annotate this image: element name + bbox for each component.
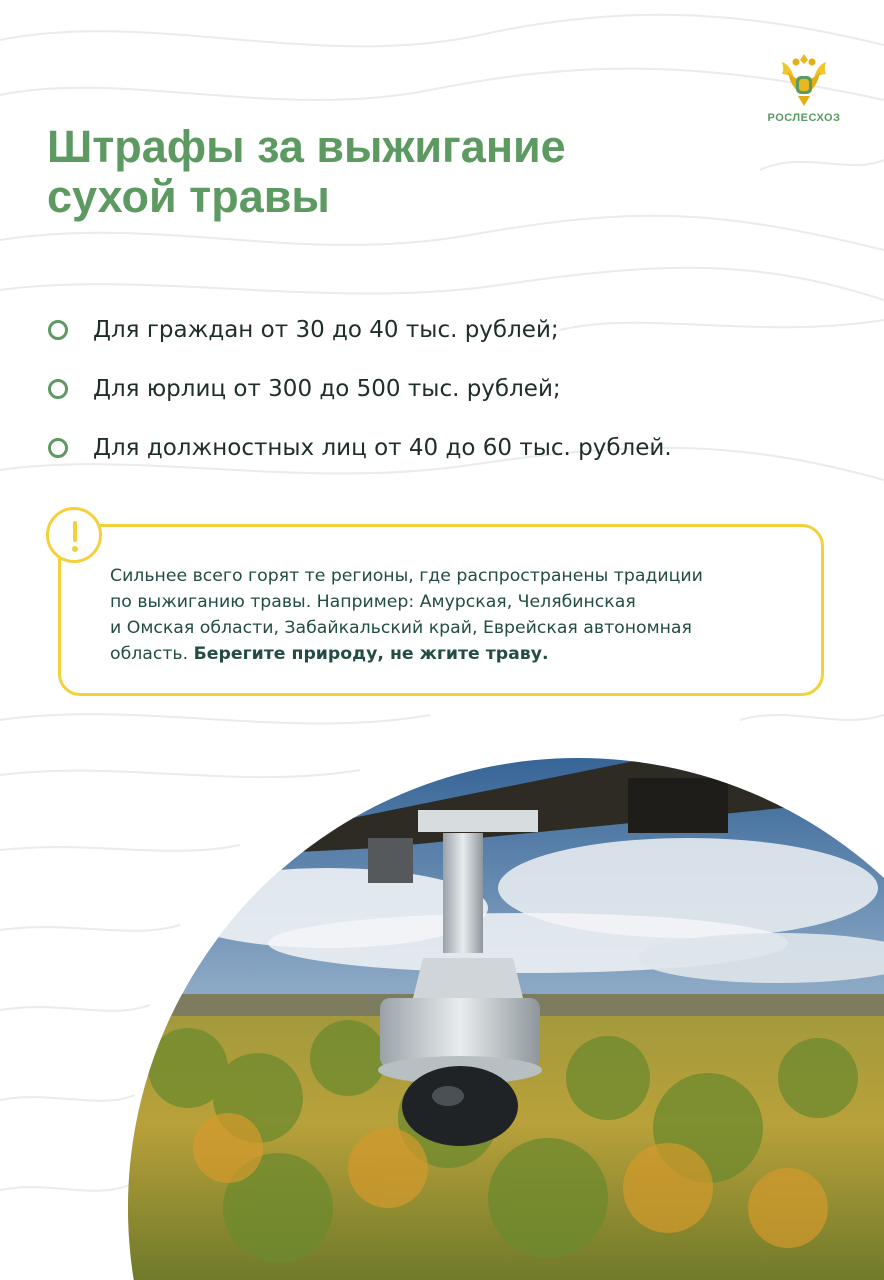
- forest-camera-photo: [128, 738, 884, 1280]
- circle-bullet-icon: [48, 320, 68, 340]
- title-line-1: Штрафы за выжигание: [47, 121, 566, 172]
- fine-text: Для граждан от 30 до 40 тыс. рублей;: [93, 317, 559, 343]
- rosleshoz-logo: [764, 48, 844, 124]
- notice-line-4: область.: [110, 644, 189, 664]
- title-line-2: сухой травы: [47, 171, 330, 222]
- circle-bullet-icon: [48, 379, 68, 399]
- fine-item-legal-entities: [47, 371, 672, 407]
- notice-line-2: по выжиганию травы. Например: Амурская, Челябинская: [110, 592, 636, 612]
- fines-list: [47, 312, 672, 489]
- double-headed-eagle-icon: [776, 48, 832, 108]
- logo-text: РОСЛЕСХОЗ: [767, 112, 841, 124]
- fine-item-citizens: [47, 312, 672, 348]
- fine-text: Для юрлиц от 300 до 500 тыс. рублей;: [93, 376, 561, 402]
- notice-line-1: Сильнее всего горят те регионы, где распространены традиции: [110, 566, 703, 586]
- fine-item-officials: [47, 430, 672, 466]
- notice-text: [110, 563, 790, 667]
- exclamation-icon: [46, 507, 102, 563]
- page-title: [47, 122, 747, 222]
- notice-emphasis: Берегите природу, не жгите траву.: [193, 644, 549, 664]
- fine-text: Для должностных лиц от 40 до 60 тыс. рублей.: [93, 435, 672, 461]
- circle-bullet-icon: [48, 438, 68, 458]
- notice-line-3: и Омская области, Забайкальский край, Еврейская автономная: [110, 618, 692, 638]
